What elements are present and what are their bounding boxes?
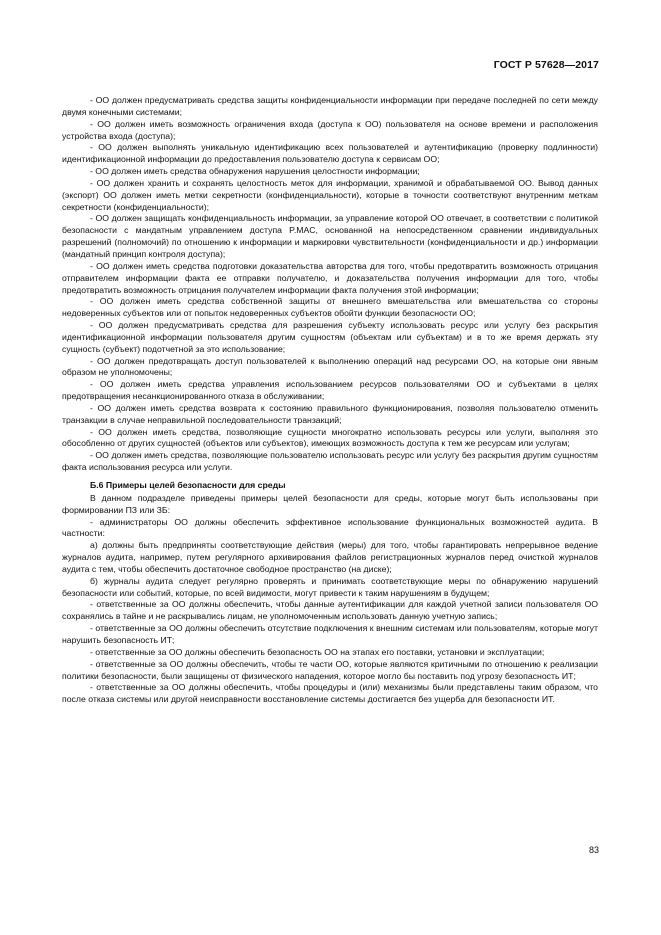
paragraph: - ОО должен защищать конфиденциальность информации, за управление которой ОО отвечает, в соответствии с политикой безопасности с мандатным управлением доступа P.MAC, основанной на непосредственном сравнении индивидуальных разрешений (полномочий) по отношению к информации и маркировки чувствительности (конфиденциальности и др.) информации (мандатный принцип контроля доступа); bbox=[62, 213, 598, 259]
paragraph: - ОО должен иметь средства обнаружения нарушения целостности информации; bbox=[90, 166, 420, 177]
paragraph: а) должны быть предприняты соответствующие действия (меры) для того, чтобы гарантировать непрерывное ведение журналов аудита, например, путем регулярного архивирования файлов регистрационных журналов перед очисткой журналов аудита с тем, чтобы обеспечить достаточное свободное пространство (на диске); bbox=[62, 540, 598, 574]
paragraph: б) журналы аудита следует регулярно проверять и принимать соответствующие меры по обнаружению нарушений безопасности или событий, которые, по всей видимости, могут привести к таким нарушениям в будущем; bbox=[62, 575, 598, 598]
paragraph: - ОО должен иметь средства собственной защиты от внешнего вмешательства или вмешательства со стороны недоверенных субъектов или от попыток недоверенных субъектов обойти функции безопасности ОО; bbox=[62, 296, 598, 319]
paragraph: - ОО должен иметь средства, позволяющие пользователю использовать ресурс или услугу без раскрытия другим сущностям факта использования ресурса или услуги. bbox=[62, 450, 598, 473]
paragraph: - ОО должен иметь возможность ограничения входа (доступа к ОО) пользователя на основе времени и расположения устройства входа (доступа); bbox=[62, 118, 598, 141]
paragraph: - ответственные за ОО должны обеспечить, чтобы данные аутентификации для каждой учетной записи пользователя ОО сохранялись в тайне и не раскрывались лицам, не уполномоченным использовать данную учетную запись; bbox=[62, 599, 598, 622]
paragraph: - ОО должен хранить и сохранять целостность меток для информации, хранимой и обрабатываемой ОО. Вывод данных (экспорт) ОО должен иметь метки секретности (конфиденциальности), которые в точности соответствуют внутренним меткам секретности (конфиденциальности); bbox=[62, 177, 598, 212]
paragraph: - ответственные за ОО должны обеспечить, чтобы процедуры и (или) механизмы были представлены таким образом, что после отказа системы или другой неисправности восстановление системы достигается без ущерба для безопасности ИТ. bbox=[62, 682, 598, 705]
paragraph: - ответственные за ОО должны обеспечить, чтобы те части ОО, которые являются критичными по отношению к реализации политики безопасности, были защищены от физического нападения, которое могло бы поставить под угрозу безопасность ИТ; bbox=[62, 658, 598, 681]
paragraph: - администраторы ОО должны обеспечить эффективное использование функциональных возможностей аудита. В частности: bbox=[62, 516, 598, 539]
paragraph: - ответственные за ОО должны обеспечить безопасность ОО на этапах его поставки, установки и эксплуатации; bbox=[90, 646, 545, 657]
paragraph: - ОО должен предотвращать доступ пользователей к выполнению операций над ресурсами ОО, на которые они явным образом не уполномочены; bbox=[62, 355, 598, 378]
paragraph: - ответственные за ОО должны обеспечить отсутствие подключения к внешним системам или пользователям, которые могут нарушить безопасность ИТ; bbox=[62, 623, 598, 645]
standard-number: ГОСТ Р 57628—2017 bbox=[493, 59, 599, 71]
paragraph: - ОО должен иметь средства, позволяющие сущности многократно использовать ресурсы или услуги, выполняя это обособленно от других сущностей (объектов или субъектов), имеющих возможность доступа к тем же ресурсам или услугам; bbox=[62, 426, 598, 449]
paragraph: - ОО должен иметь средства возврата к состоянию правильного функционирования, позволяя пользователю отменить транзакции в случае неправильной последовательности транзакций; bbox=[62, 402, 598, 425]
page-number: 83 bbox=[588, 845, 599, 855]
paragraph: - ОО должен предусматривать средства для разрешения субъекту использовать ресурс или услугу без раскрытия идентификационной информации пользователя другим сущностям (объектам или субъектам) и в то же время держать эту сущность (субъект) подотчетной за это использование; bbox=[62, 320, 598, 354]
paragraph: - ОО должен выполнять уникальную идентификацию всех пользователей и аутентификацию (проверку подлинности) идентификационной информации до предоставления пользователю доступа к сервисам ОО; bbox=[62, 142, 598, 165]
section-heading: Б.6 Примеры целей безопасности для среды bbox=[90, 480, 286, 490]
paragraph: - ОО должен иметь средства управления использованием ресурсов пользователями ОО и субъектами в целях предотвращения несанкционированного отказа в обслуживании; bbox=[62, 379, 598, 402]
paragraph: - ОО должен предусматривать средства защиты конфиденциальности информации при передаче последней по сети между двумя конечными системами; bbox=[62, 95, 598, 117]
paragraph: В данном подразделе приведены примеры целей безопасности для среды, которые могут быть использованы при формировании ПЗ или ЗБ: bbox=[62, 492, 598, 515]
document-body bbox=[62, 95, 598, 706]
paragraph: - ОО должен иметь средства подготовки доказательства авторства для того, чтобы предотвратить возможность отрицания отправителем информации факта ее отправки получателю, и доказательства получения информации для того, чтобы предотвратить возможность отрицания получателем информации факта получения этой информации; bbox=[62, 260, 598, 295]
